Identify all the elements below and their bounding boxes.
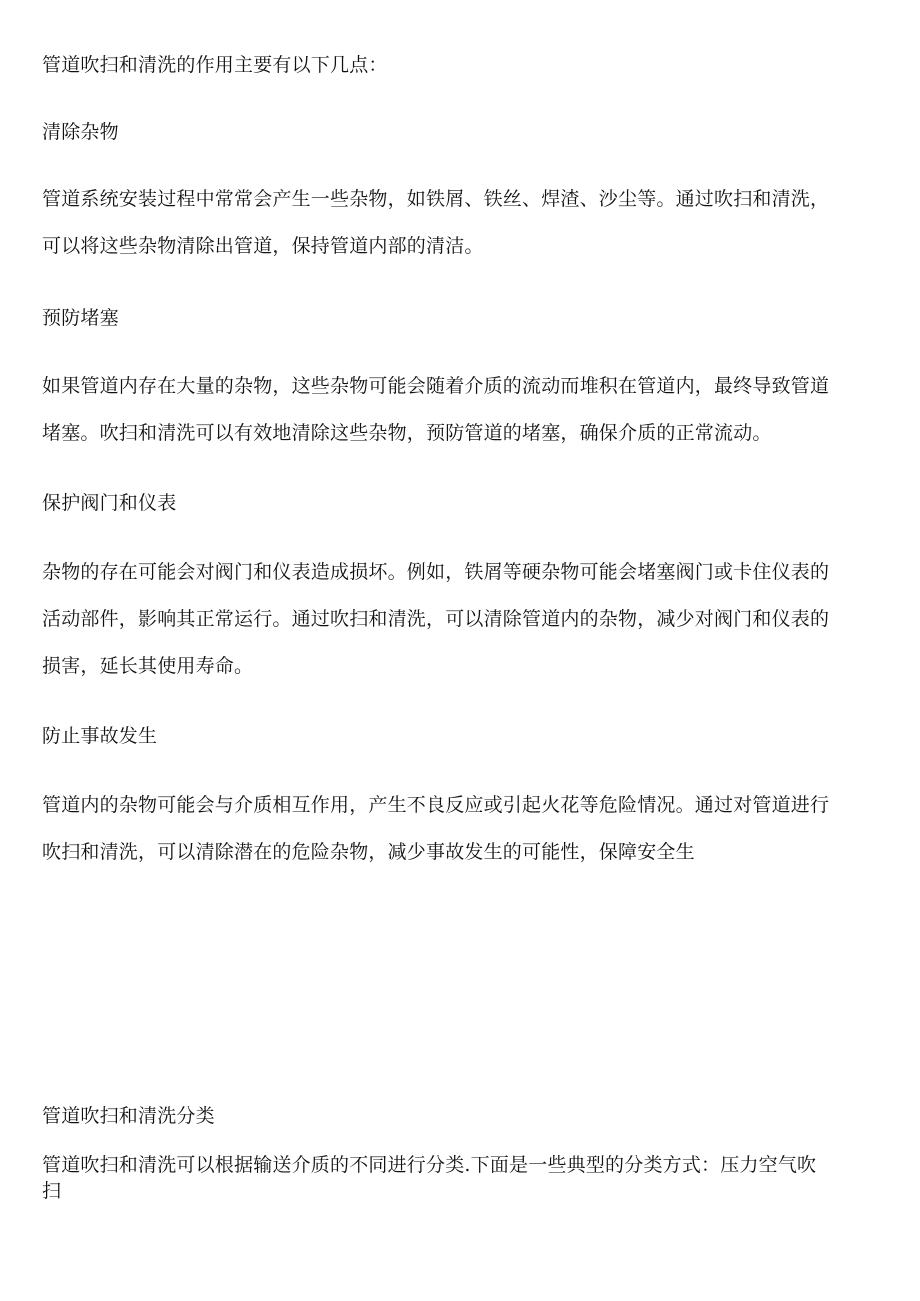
section-paragraph-line: 如果管道内存在大量的杂物，这些杂物可能会随着介质的流动而堆积在管道内，最终导致管道 bbox=[42, 375, 830, 397]
section-heading-prevent-blockage: 预防堵塞 bbox=[42, 307, 119, 329]
section-paragraph-line: 活动部件，影响其正常运行。通过吹扫和清洗，可以清除管道内的杂物，减少对阀门和仪表的 bbox=[42, 608, 830, 630]
section-paragraph-line: 损害，延长其使用寿命。 bbox=[42, 655, 254, 677]
section-paragraph-line: 杂物的存在可能会对阀门和仪表造成损坏。例如，铁屑等硬杂物可能会堵塞阀门或卡住仪表的 bbox=[42, 561, 830, 583]
classification-heading: 管道吹扫和清洗分类 bbox=[42, 1105, 215, 1127]
classification-paragraph-line: 扫 bbox=[42, 1180, 62, 1202]
section-heading-prevent-accidents: 防止事故发生 bbox=[42, 725, 158, 747]
classification-paragraph-line: 管道吹扫和清洗可以根据输送介质的不同进行分类.下面是一些典型的分类方式：压力空气吹 bbox=[42, 1154, 817, 1176]
section-paragraph-line: 吹扫和清洗，可以清除潜在的危险杂物，减少事故发生的可能性，保障安全生 bbox=[42, 841, 695, 863]
section-heading-protect-valves-instruments: 保护阀门和仪表 bbox=[42, 492, 177, 514]
section-paragraph-line: 可以将这些杂物清除出管道，保持管道内部的清洁。 bbox=[42, 235, 484, 257]
intro-text: 管道吹扫和清洗的作用主要有以下几点： bbox=[42, 54, 388, 76]
section-heading-clear-debris: 清除杂物 bbox=[42, 121, 119, 143]
section-paragraph-line: 管道内的杂物可能会与介质相互作用，产生不良反应或引起火花等危险情况。通过对管道进行 bbox=[42, 794, 830, 816]
section-paragraph-line: 堵塞。吹扫和清洗可以有效地清除这些杂物，预防管道的堵塞，确保介质的正常流动。 bbox=[42, 422, 772, 444]
section-paragraph-line: 管道系统安装过程中常常会产生一些杂物，如铁屑、铁丝、焊渣、沙尘等。通过吹扫和清洗， bbox=[42, 188, 830, 210]
